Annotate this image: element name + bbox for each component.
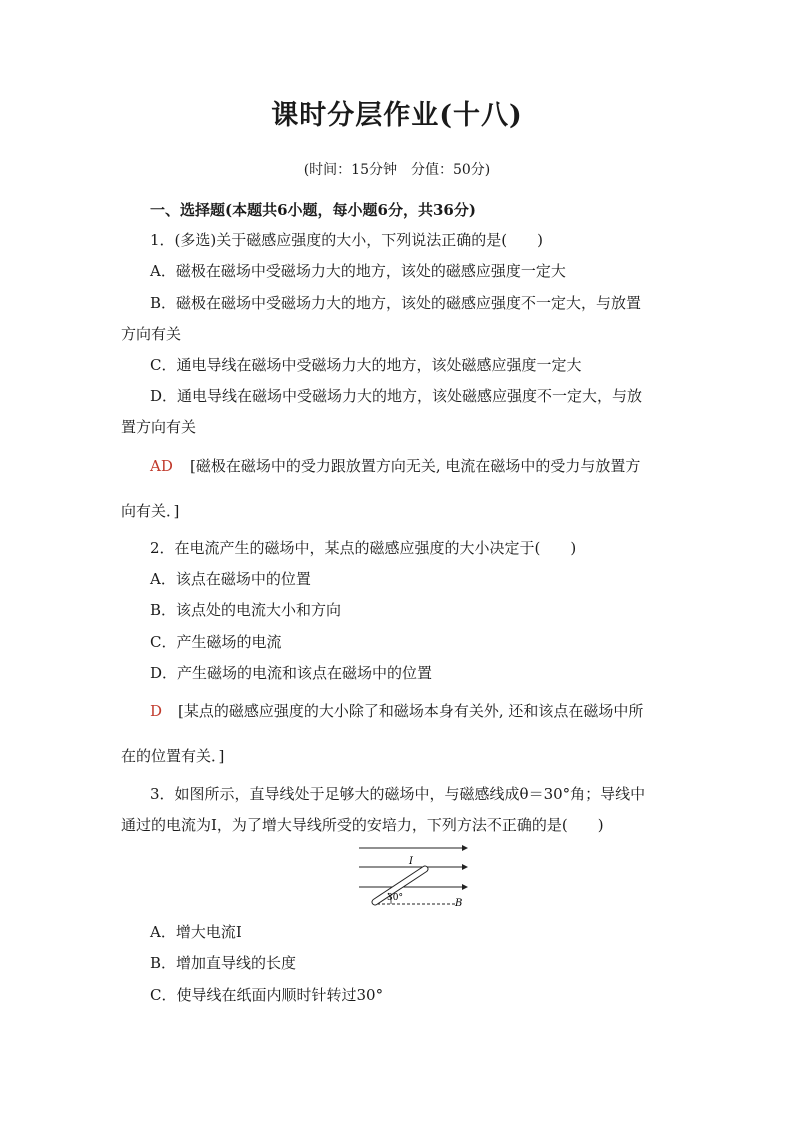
q2-stem: 2．在电流产生的磁场中，某点的磁感应强度的大小决定于( ) [150, 539, 577, 557]
q2-option-d: D．产生磁场的电流和该点在磁场中的位置 [150, 664, 433, 682]
q3-option-b: B．增加直导线的长度 [150, 954, 297, 972]
q1-answer: AD [150, 457, 173, 475]
angle-label: 30° [387, 893, 403, 903]
q1-stem: 1．(多选)关于磁感应强度的大小，下列说法正确的是( ) [150, 231, 543, 249]
q3-option-c: C．使导线在纸面内顺时针转过30° [150, 986, 384, 1004]
q2-explanation-cont: 在的位置有关．] [121, 747, 225, 765]
page-title: 课时分层作业(十八) [271, 100, 523, 131]
q1-explanation: [磁极在磁场中的受力跟放置方向无关, 电流在磁场中的受力与放置方 [190, 457, 641, 475]
q3-option-a: A．增大电流I [150, 923, 242, 941]
field-label: B [455, 898, 463, 909]
q1-option-a: A．磁极在磁场中受磁场力大的地方，该处的磁感应强度一定大 [150, 262, 566, 280]
q1-option-b: B．磁极在磁场中受磁场力大的地方，该处的磁感应强度不一定大，与放置 [150, 294, 642, 312]
section-heading: 一、选择题(本题共6小题，每小题6分，共36分) [150, 201, 476, 219]
q1-option-b-cont: 方向有关 [121, 325, 182, 343]
q2-explanation: [某点的磁感应强度的大小除了和磁场本身有关外, 还和该点在磁场中所 [178, 702, 644, 720]
current-label: I [409, 856, 413, 867]
q1-option-c: C．通电导线在磁场中受磁场力大的地方，该处磁感应强度一定大 [150, 356, 582, 374]
field-lines [359, 848, 467, 887]
q2-option-c: C．产生磁场的电流 [150, 633, 282, 651]
q1-explanation-cont: 向有关．] [121, 502, 180, 520]
time-score-info: (时间：15分钟 分值：50分) [303, 162, 491, 178]
q3-figure-wire-in-field [355, 842, 475, 917]
q2-answer: D [150, 702, 163, 720]
q1-option-d-cont: 置方向有关 [121, 418, 197, 436]
q1-option-d: D．通电导线在磁场中受磁场力大的地方，该处磁感应强度不一定大，与放 [150, 387, 643, 405]
q2-option-b: B．该点处的电流大小和方向 [150, 601, 342, 619]
q2-option-a: A．该点在磁场中的位置 [150, 570, 311, 588]
q3-stem-cont: 通过的电流为I，为了增大导线所受的安培力，下列方法不正确的是( ) [121, 816, 604, 834]
q3-stem: 3．如图所示，直导线处于足够大的磁场中，与磁感线成θ＝30°角；导线中 [150, 785, 646, 803]
